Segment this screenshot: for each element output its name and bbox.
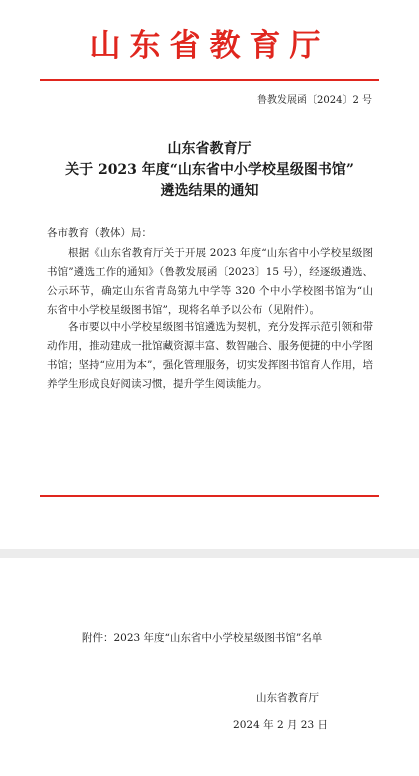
document-title xyxy=(0,139,419,202)
document-number: 鲁教发展函〔2024〕2 号 xyxy=(257,95,372,106)
body-paragraph-1: 根据《山东省教育厅关于开展 2023 年度“山东省中小学校星级图书馆”遴选工作的通知》（鲁教发展函〔2023〕15 号），经逐级遴选、公示环节，确定山东省青岛第九中学等 320 个中小学校图书馆为“山东省中小学校星级图书馆”，现将名单予以公布（见附件）。 xyxy=(47,247,373,316)
document-title-line-1: 山东省教育厅 xyxy=(167,141,252,157)
document-page-2 xyxy=(0,558,419,776)
document-title-line-2: 关于 2023 年度“山东省中小学校星级图书馆” xyxy=(65,162,354,178)
signature-date: 2024 年 2 月 23 日 xyxy=(233,719,328,731)
document-title-line-3: 遴选结果的通知 xyxy=(160,183,259,199)
issuing-org-title: 山东省教育厅 xyxy=(89,28,330,64)
header-divider xyxy=(40,79,379,81)
body-paragraph-2: 各市要以中小学校星级图书馆遴选为契机，充分发挥示范引领和带动作用，推动建成一批馆藏资源丰富、数智融合、服务便捷的中小学图书馆；坚持“应用为本”，强化管理服务，切实发挥图书馆育人作用，培养学生形成良好阅读习惯，提升学生阅读能力。 xyxy=(47,321,373,390)
attachment-note: 附件：2023 年度“山东省中小学校星级图书馆”名单 xyxy=(82,632,323,644)
footer-divider xyxy=(40,495,379,497)
salutation: 各市教育（教体）局： xyxy=(47,227,152,239)
signature-org: 山东省教育厅 xyxy=(256,692,319,704)
